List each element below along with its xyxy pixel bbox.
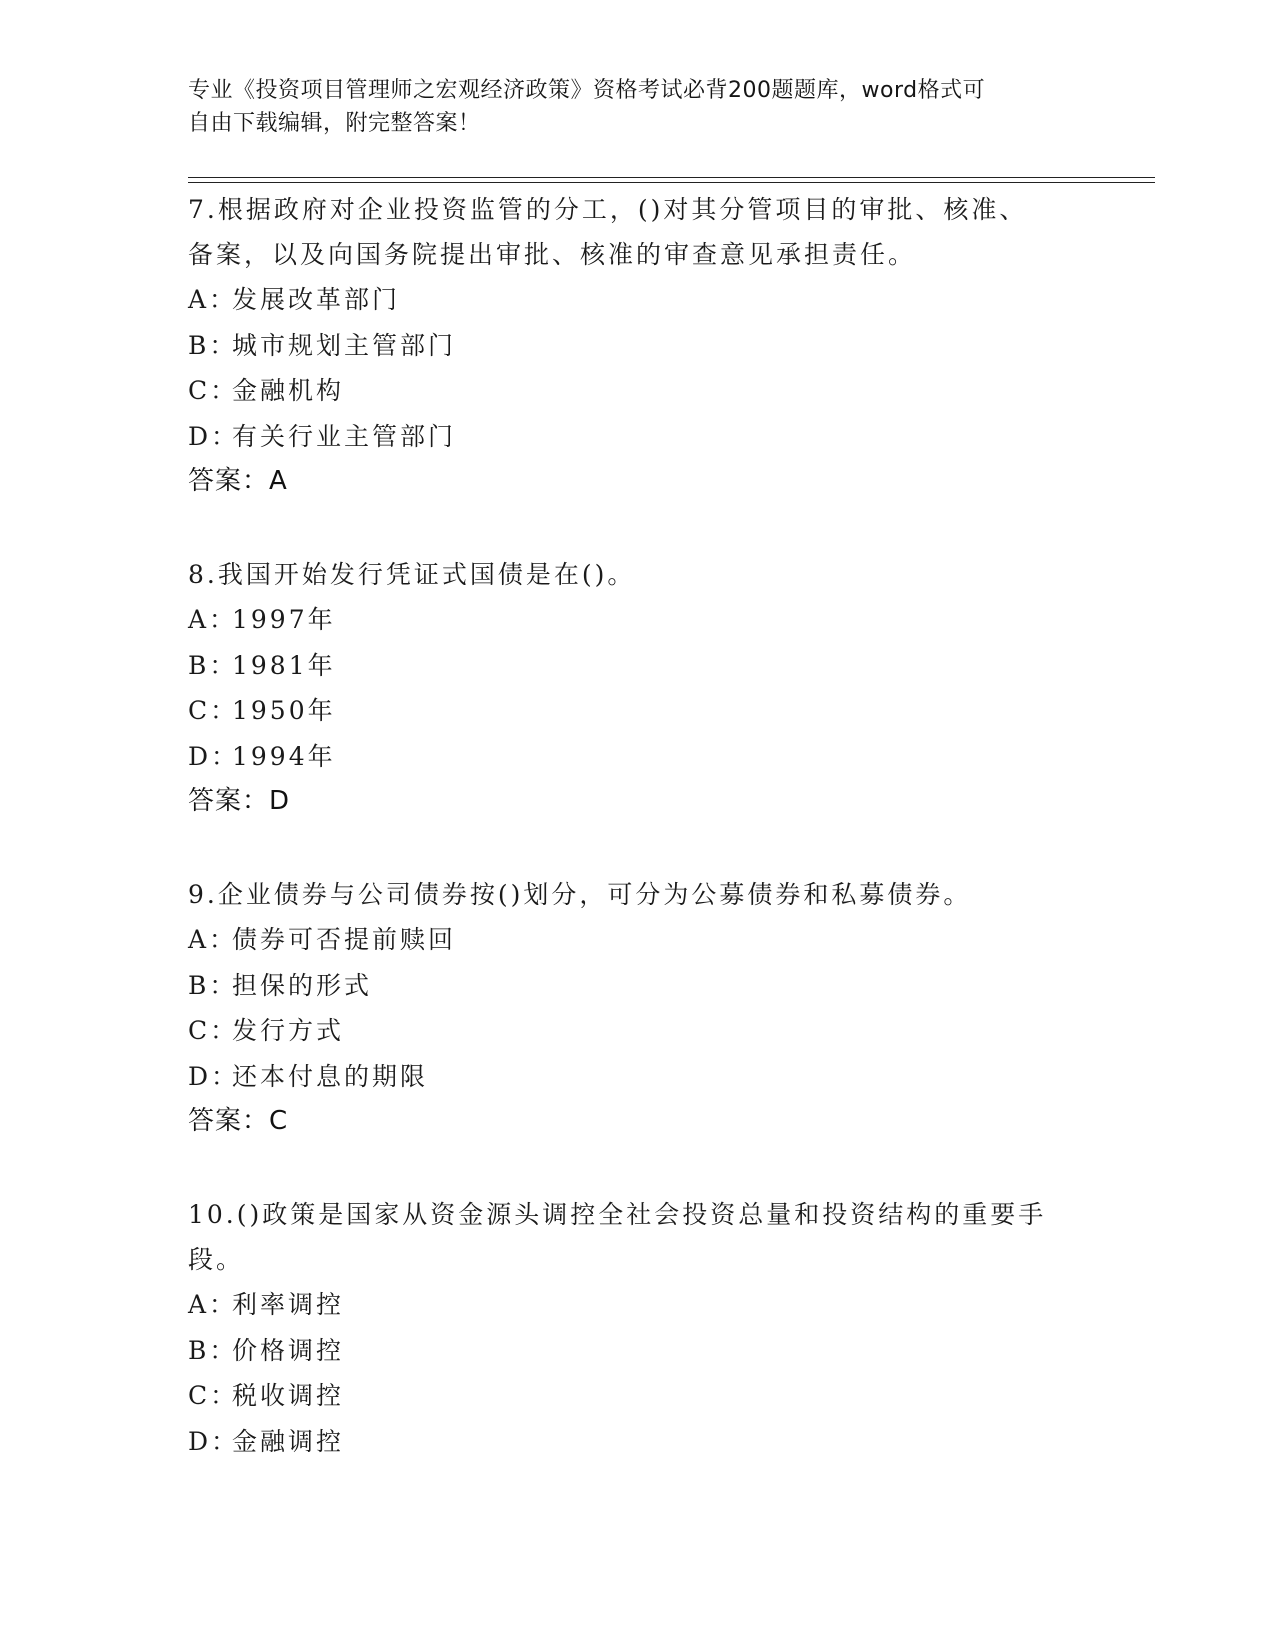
option-text: 有关行业主管部门 xyxy=(232,421,457,451)
option-letter: A： xyxy=(188,1290,238,1319)
question-stem xyxy=(188,187,1088,277)
option-letter: D： xyxy=(188,1061,240,1091)
option-d xyxy=(188,734,1088,780)
option-text: 1994年 xyxy=(232,741,336,771)
question-list xyxy=(188,187,1088,1512)
option-c xyxy=(188,368,1088,414)
stem-line: 10.()政策是国家从资金源头调控全社会投资总量和投资结构的重要手 xyxy=(188,1200,1047,1229)
option-text: 金融机构 xyxy=(232,376,345,405)
option-text: 利率调控 xyxy=(232,1290,345,1319)
answer-line: 答案：C xyxy=(188,1106,289,1136)
option-b xyxy=(188,963,1088,1009)
option-letter: B： xyxy=(188,970,238,1000)
option-letter: C： xyxy=(188,696,239,725)
option-text: 发展改革部门 xyxy=(232,285,401,314)
option-letter: B： xyxy=(188,1335,238,1365)
option-text: 还本付息的期限 xyxy=(232,1061,429,1091)
header-line-2: 自由下载编辑，附完整答案！ xyxy=(188,111,481,136)
option-text: 债券可否提前赎回 xyxy=(232,925,457,954)
option-letter: B： xyxy=(188,330,238,360)
answer-line: 答案：D xyxy=(188,786,291,816)
option-c xyxy=(188,1373,1088,1419)
option-a xyxy=(188,1282,1088,1328)
option-b xyxy=(188,323,1088,369)
option-text: 城市规划主管部门 xyxy=(232,330,457,360)
stem-line: 8.我国开始发行凭证式国债是在()。 xyxy=(188,560,636,589)
option-c xyxy=(188,1008,1088,1054)
answer-line: 答案：A xyxy=(188,466,288,496)
option-letter: A： xyxy=(188,285,238,314)
question-8 xyxy=(188,552,1088,824)
stem-line: 备案，以及向国务院提出审批、核准的审查意见承担责任。 xyxy=(188,240,917,269)
option-text: 1997年 xyxy=(232,605,336,634)
option-text: 发行方式 xyxy=(232,1016,345,1045)
option-d xyxy=(188,414,1088,460)
option-b xyxy=(188,643,1088,689)
option-b xyxy=(188,1328,1088,1374)
stem-line: 9.企业债券与公司债券按()划分，可分为公募债券和私募债券。 xyxy=(188,880,972,909)
question-9 xyxy=(188,872,1088,1144)
question-stem xyxy=(188,552,1088,597)
option-letter: D： xyxy=(188,1426,240,1456)
document-header xyxy=(188,74,1068,140)
option-letter: C： xyxy=(188,1016,239,1045)
option-letter: C： xyxy=(188,1381,239,1410)
question-stem xyxy=(188,872,1088,917)
option-d xyxy=(188,1419,1088,1465)
question-stem xyxy=(188,1192,1088,1282)
option-a xyxy=(188,277,1088,323)
question-10 xyxy=(188,1192,1088,1464)
option-text: 担保的形式 xyxy=(232,970,373,1000)
option-letter: C： xyxy=(188,376,239,405)
option-letter: A： xyxy=(188,925,238,954)
header-line-1: 专业《投资项目管理师之宏观经济政策》资格考试必背200题题库，word格式可 xyxy=(188,78,986,103)
option-text: 金融调控 xyxy=(232,1426,345,1456)
option-c xyxy=(188,688,1088,734)
header-divider-bottom xyxy=(188,182,1155,183)
option-d xyxy=(188,1054,1088,1100)
option-text: 1950年 xyxy=(232,696,336,725)
option-text: 税收调控 xyxy=(232,1381,345,1410)
option-a xyxy=(188,597,1088,643)
question-7 xyxy=(188,187,1088,504)
option-letter: D： xyxy=(188,421,240,451)
option-text: 价格调控 xyxy=(232,1335,345,1365)
option-letter: A： xyxy=(188,605,238,634)
stem-line: 段。 xyxy=(188,1245,245,1274)
option-letter: D： xyxy=(188,741,240,771)
header-divider-top xyxy=(188,177,1155,178)
option-a xyxy=(188,917,1088,963)
stem-line: 7.根据政府对企业投资监管的分工，()对其分管项目的审批、核准、 xyxy=(188,195,1028,224)
option-letter: B： xyxy=(188,650,238,680)
option-text: 1981年 xyxy=(232,650,336,680)
